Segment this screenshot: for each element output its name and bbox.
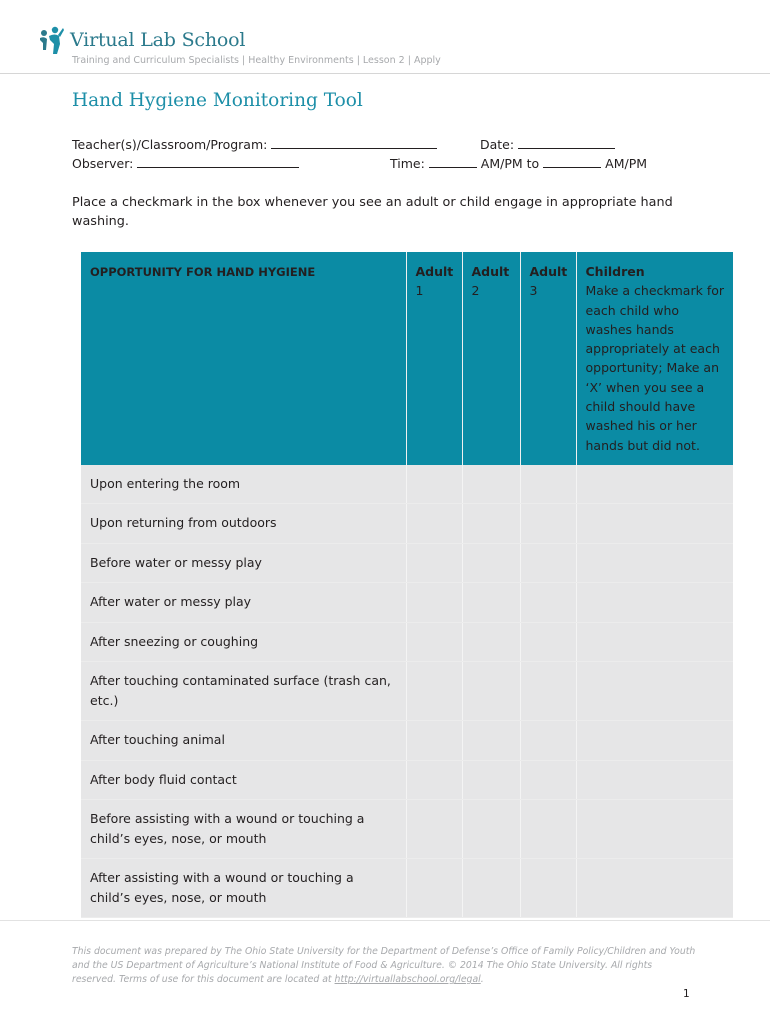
table-row	[81, 859, 733, 918]
adult-3-cell[interactable]	[520, 583, 576, 623]
date-field	[480, 137, 615, 152]
footer-note: This document was prepared by The Ohio State University for the Department of Defense’s Office of Family Policy/Children and Youth and the US Department of Agriculture’s National Institute of Food & Agriculture. © 2014 The Ohio State University. All rights reserved. Terms of use for this document are located at http://virtuallabschool.org/legal.	[72, 946, 696, 985]
adult-3-cell[interactable]	[520, 721, 576, 761]
adult-1-cell[interactable]	[406, 504, 462, 544]
children-cell[interactable]	[576, 543, 733, 583]
opportunity-cell: After touching animal	[81, 721, 406, 761]
date-label: Date:	[480, 137, 515, 152]
observer-blank[interactable]	[137, 156, 299, 168]
table-row	[81, 622, 733, 662]
opportunity-cell: Upon returning from outdoors	[81, 504, 406, 544]
children-cell[interactable]	[576, 504, 733, 544]
table-row	[81, 465, 733, 504]
hand-hygiene-table	[81, 252, 733, 918]
adult-2-cell[interactable]	[462, 543, 520, 583]
logo-figures-icon	[38, 24, 64, 56]
adult-1-cell[interactable]	[406, 800, 462, 859]
adult-1-cell[interactable]	[406, 859, 462, 918]
adult-3-cell[interactable]	[520, 504, 576, 544]
opportunity-cell: Before water or messy play	[81, 543, 406, 583]
adult-2-cell[interactable]	[462, 800, 520, 859]
teacher-field	[72, 137, 437, 152]
site-header	[38, 24, 245, 56]
adult-3-cell[interactable]	[520, 622, 576, 662]
adult-3-cell[interactable]	[520, 859, 576, 918]
adult-1-cell[interactable]	[406, 583, 462, 623]
adult-1-cell[interactable]	[406, 622, 462, 662]
adult-3-cell[interactable]	[520, 465, 576, 504]
header-adult-3: Adult 3	[520, 252, 576, 465]
table-row	[81, 662, 733, 721]
teacher-label: Teacher(s)/Classroom/Program:	[72, 137, 268, 152]
header-adult-2: Adult 2	[462, 252, 520, 465]
adult-2-cell[interactable]	[462, 760, 520, 800]
time-field	[390, 156, 647, 171]
adult-3-cell[interactable]	[520, 662, 576, 721]
observer-field	[72, 156, 299, 171]
table-row	[81, 760, 733, 800]
time-end-blank[interactable]	[543, 156, 601, 168]
adult-1-cell[interactable]	[406, 721, 462, 761]
adult-2-cell[interactable]	[462, 662, 520, 721]
table-row	[81, 583, 733, 623]
breadcrumb: Training and Curriculum Specialists | Healthy Environments | Lesson 2 | Apply	[72, 55, 441, 66]
teacher-blank[interactable]	[271, 137, 437, 149]
opportunity-cell: Before assisting with a wound or touching a child’s eyes, nose, or mouth	[81, 800, 406, 859]
header-opportunity: OPPORTUNITY FOR HAND HYGIENE	[81, 252, 406, 465]
opportunity-cell: Upon entering the room	[81, 465, 406, 504]
adult-2-cell[interactable]	[462, 622, 520, 662]
adult-3-cell[interactable]	[520, 800, 576, 859]
header-children: Children Make a checkmark for each child who washes hands appropriately at each opportunity; Make an ‘X’ when you see a child should have washed his or her hands but did not.	[576, 252, 733, 465]
legal-link[interactable]: http://virtuallabschool.org/legal	[334, 974, 481, 985]
adult-1-cell[interactable]	[406, 760, 462, 800]
page-number: 1	[683, 988, 690, 1000]
time-start-blank[interactable]	[429, 156, 477, 168]
ampm-label: AM/PM	[605, 156, 648, 171]
adult-2-cell[interactable]	[462, 721, 520, 761]
opportunity-cell: After assisting with a wound or touching a child’s eyes, nose, or mouth	[81, 859, 406, 918]
ampm-to-label: AM/PM to	[480, 156, 540, 171]
table-row	[81, 800, 733, 859]
table-row	[81, 721, 733, 761]
adult-2-cell[interactable]	[462, 504, 520, 544]
children-cell[interactable]	[576, 465, 733, 504]
adult-1-cell[interactable]	[406, 465, 462, 504]
children-cell[interactable]	[576, 662, 733, 721]
footer-divider	[0, 920, 770, 921]
table-row	[81, 543, 733, 583]
children-cell[interactable]	[576, 800, 733, 859]
adult-1-cell[interactable]	[406, 543, 462, 583]
logo[interactable]	[38, 24, 245, 56]
header-adult-1: Adult 1	[406, 252, 462, 465]
adult-2-cell[interactable]	[462, 465, 520, 504]
adult-3-cell[interactable]	[520, 543, 576, 583]
observer-label: Observer:	[72, 156, 134, 171]
adult-2-cell[interactable]	[462, 583, 520, 623]
opportunity-cell: After body fluid contact	[81, 760, 406, 800]
children-cell[interactable]	[576, 721, 733, 761]
table-header-row	[81, 252, 733, 465]
instructions: Place a checkmark in the box whenever you see an adult or child engage in appropriate hand washing.	[72, 195, 673, 229]
header-divider	[0, 73, 770, 74]
adult-2-cell[interactable]	[462, 859, 520, 918]
table-row	[81, 504, 733, 544]
children-cell[interactable]	[576, 622, 733, 662]
opportunity-cell: After sneezing or coughing	[81, 622, 406, 662]
adult-1-cell[interactable]	[406, 662, 462, 721]
opportunity-cell: After touching contaminated surface (trash can, etc.)	[81, 662, 406, 721]
date-blank[interactable]	[518, 137, 615, 149]
opportunity-cell: After water or messy play	[81, 583, 406, 623]
children-cell[interactable]	[576, 583, 733, 623]
page-title: Hand Hygiene Monitoring Tool	[72, 90, 363, 111]
adult-3-cell[interactable]	[520, 760, 576, 800]
logo-text: Virtual Lab School	[70, 29, 246, 51]
children-cell[interactable]	[576, 760, 733, 800]
children-cell[interactable]	[576, 859, 733, 918]
time-label: Time:	[390, 156, 425, 171]
